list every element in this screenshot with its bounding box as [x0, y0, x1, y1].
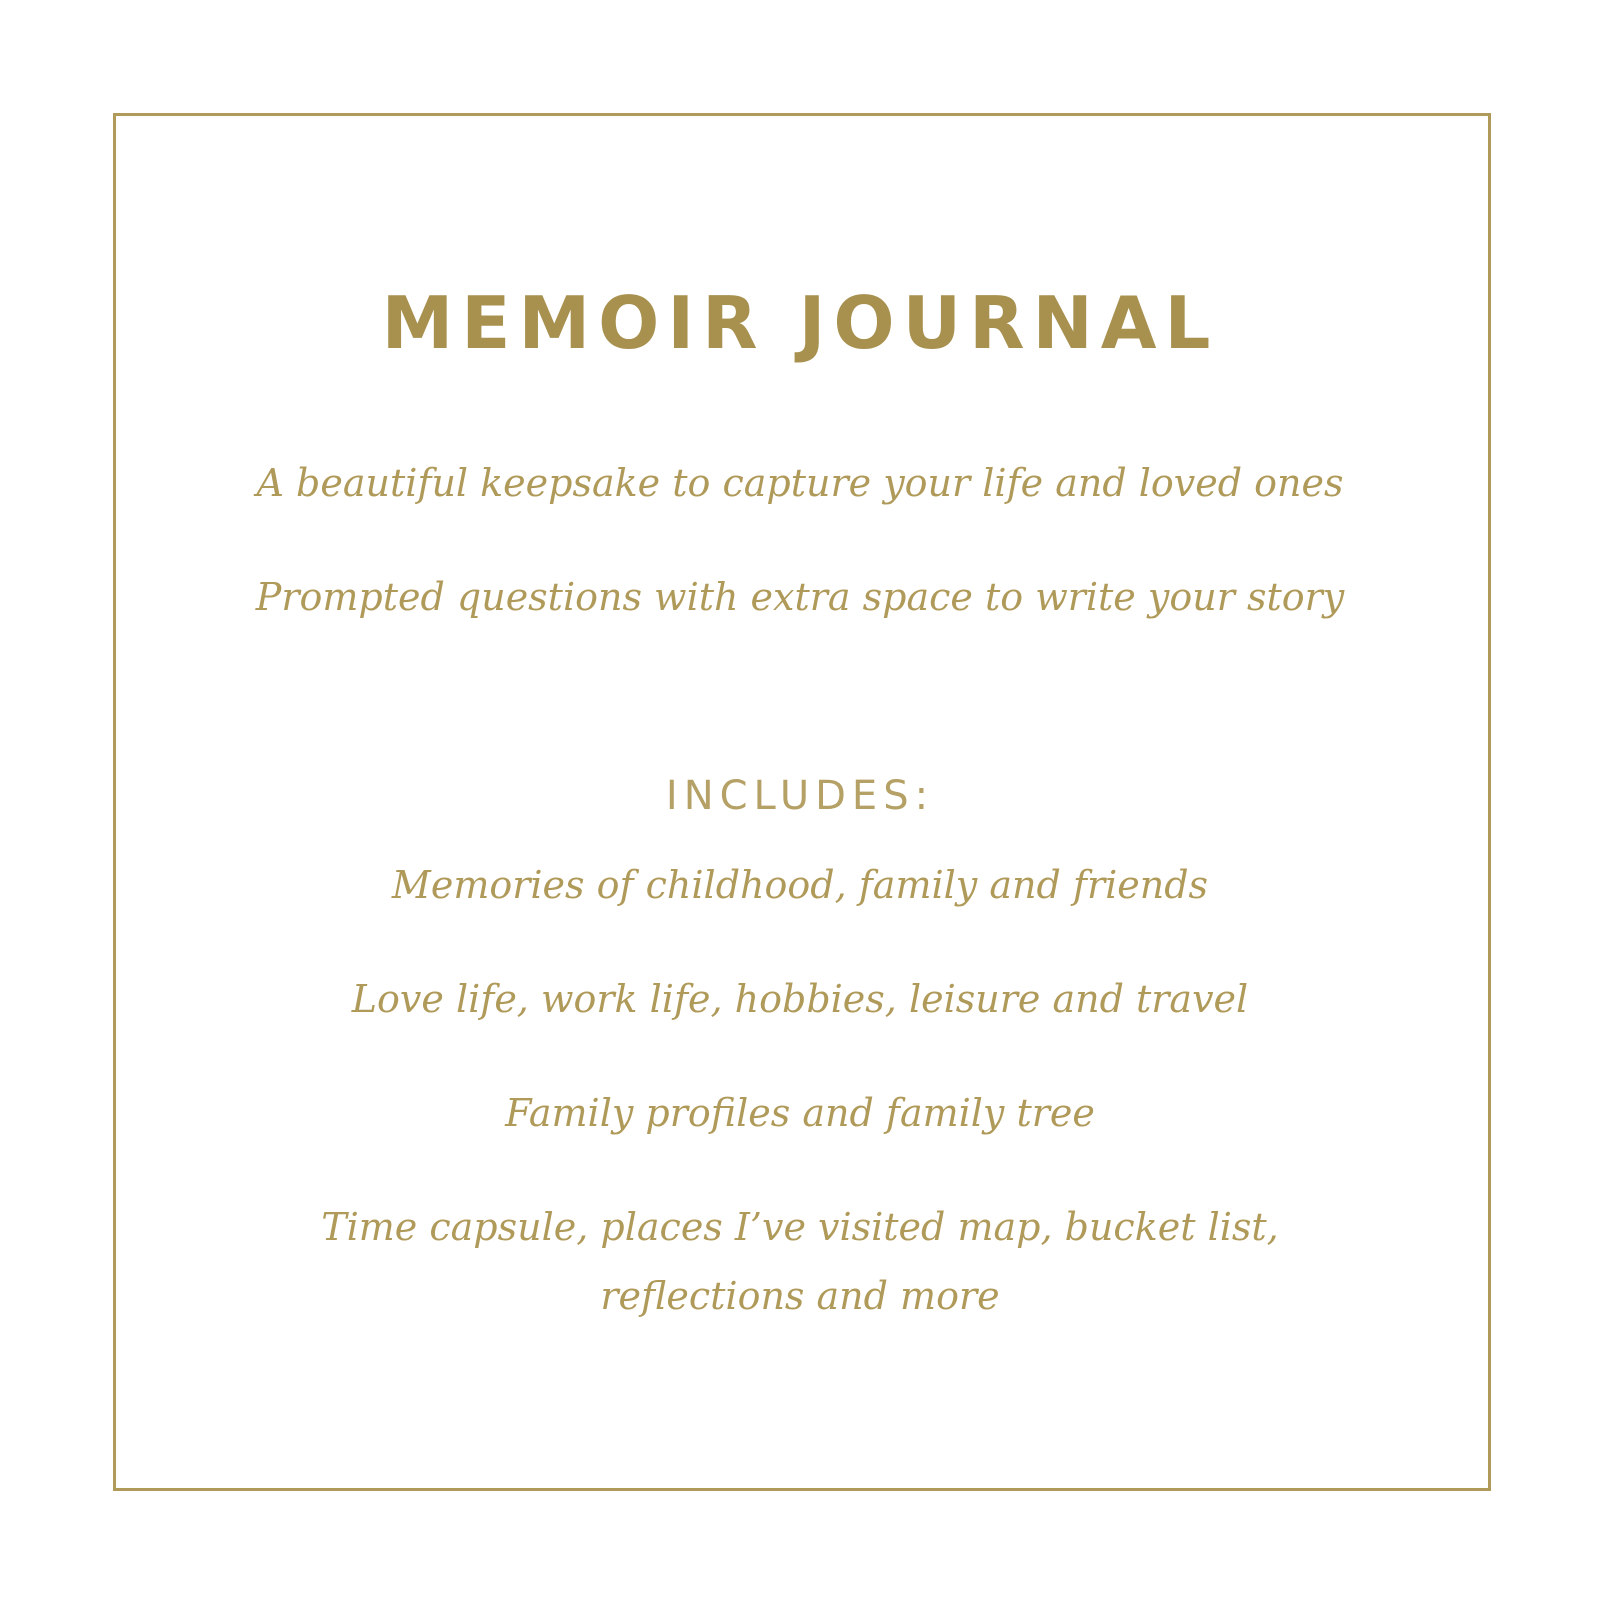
includes-heading: INCLUDES:	[665, 773, 935, 819]
feature-item-love-life: Love life, work life, hobbies, leisure and travel	[351, 977, 1249, 1021]
feature-item-time-capsule-continued: reflections and more	[600, 1274, 1000, 1318]
feature-item-family-profiles: Family profiles and family tree	[505, 1091, 1095, 1135]
feature-item-memories: Memories of childhood, family and friends	[391, 863, 1209, 907]
tagline-keepsake: A beautiful keepsake to capture your life and loved ones	[256, 461, 1344, 505]
page-title: MEMOIR JOURNAL	[381, 281, 1219, 365]
feature-item-time-capsule: Time capsule, places I’ve visited map, bucket list,	[321, 1205, 1279, 1249]
tagline-prompted-questions: Prompted questions with extra space to write your story	[255, 575, 1345, 619]
